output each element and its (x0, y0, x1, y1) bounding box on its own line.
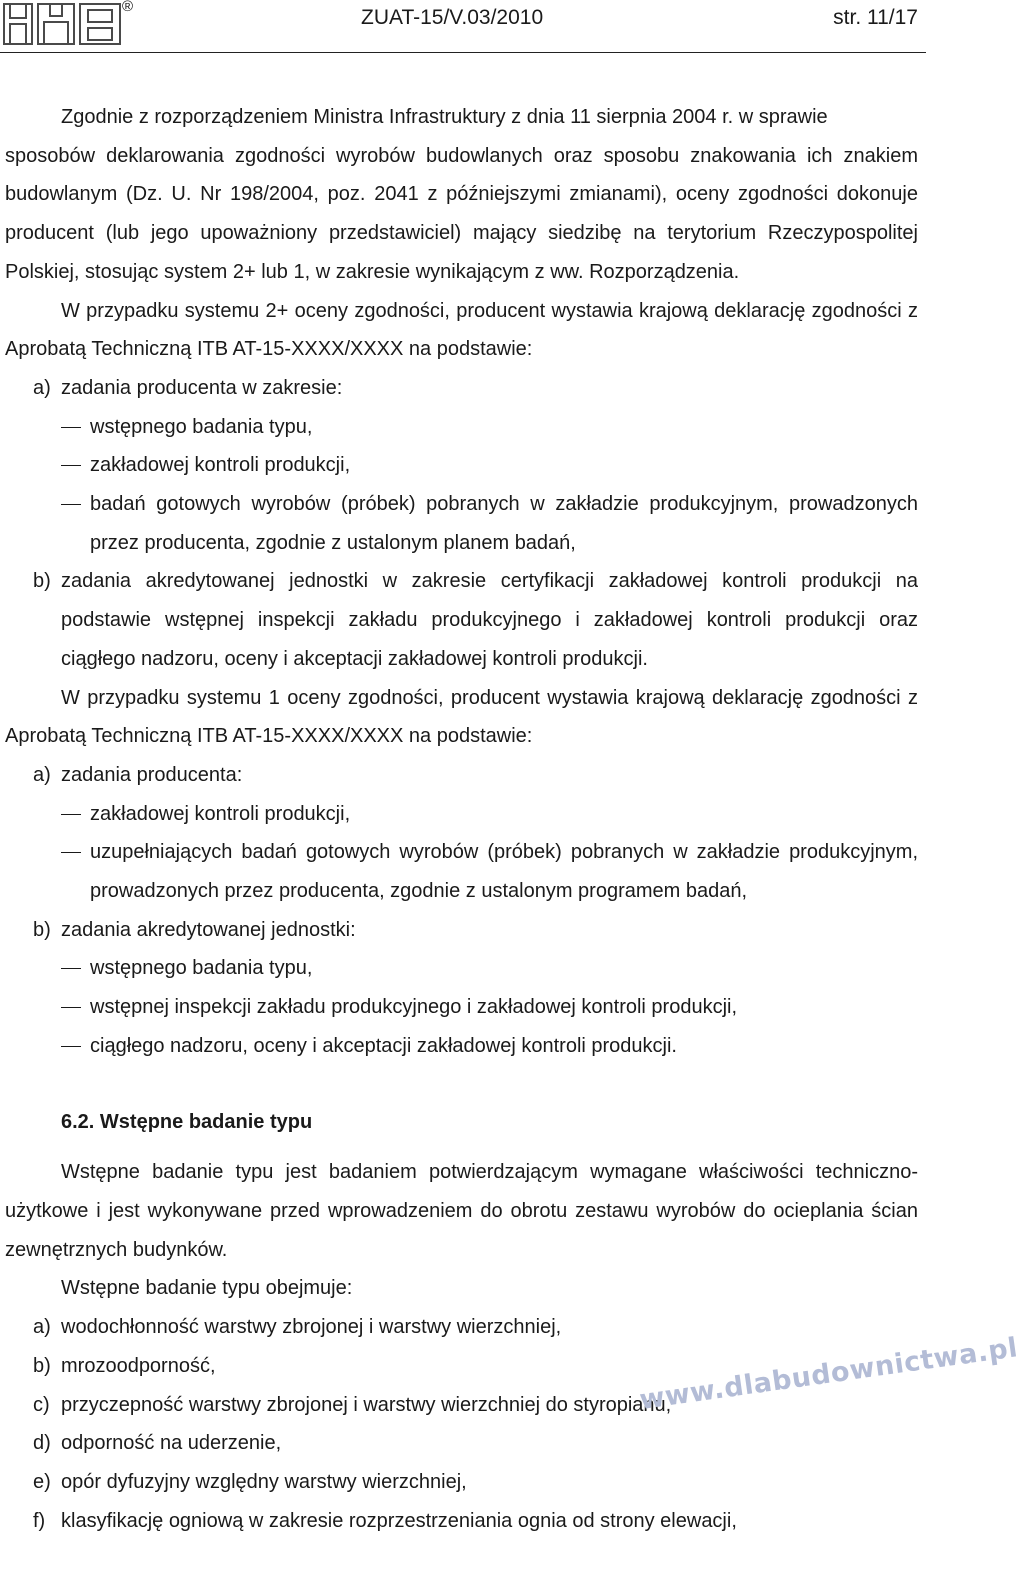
itb-logo (2, 0, 122, 46)
intro-line: Zgodnie z rozporządzeniem Ministra Infrastruktury z dnia 11 sierpnia 2004 r. w sprawie (61, 106, 828, 128)
dash-marker (61, 814, 81, 815)
list-marker: a) (33, 763, 51, 786)
list-marker: d) (33, 1432, 51, 1455)
list-item-text: mrozoodporność, (61, 1354, 216, 1377)
list-item (5, 1424, 918, 1463)
header-rule (0, 52, 926, 53)
dash-item-text: badań gotowych wyrobów (próbek) pobranych w zakładzie produkcyjnym, prowadzonych przez producenta, zgodnie z ustalonym planem badań, (90, 493, 918, 554)
dash-item-text: wstępnego badania typu, (90, 957, 313, 980)
dash-item-text: zakładowej kontroli produkcji, (90, 802, 351, 825)
dash-item (5, 795, 918, 834)
list-marker: f) (33, 1509, 46, 1532)
list-item-text: opór dyfuzyjny względny warstwy wierzchniej, (61, 1470, 467, 1493)
dash-item-text: zakładowej kontroli produkcji, (90, 454, 351, 477)
dash-item (5, 833, 918, 910)
list-item-text: zadania akredytowanej jednostki w zakresie certyfikacji zakładowej kontroli produkcji na podstawie wstępnej inspekcji zakładu produkcyjnego i zakładowej kontroli produkcji oraz ciągłego nadzoru, oceny i akceptacji zakładowej kontroli produkcji. (61, 570, 918, 670)
dash-marker (61, 1046, 81, 1047)
includes-intro: Wstępne badanie typu obejmuje: (61, 1277, 353, 1300)
list-marker: a) (33, 376, 51, 399)
section-heading: 6.2. Wstępne badanie typu (61, 1110, 313, 1133)
page-header (0, 0, 960, 54)
dash-item (5, 408, 918, 447)
dash-item-text: wstępnej inspekcji zakładu produkcyjnego i zakładowej kontroli produkcji, (90, 996, 738, 1019)
list-item-text: odporność na uderzenie, (61, 1432, 282, 1455)
dash-marker (61, 1007, 81, 1008)
list-item (5, 911, 918, 950)
list-item (5, 1502, 918, 1541)
list-item (5, 562, 918, 678)
list-item (5, 369, 918, 408)
intro-paragraph: sposobów deklarowania zgodności wyrobów budowlanych oraz sposobu znakowania ich znakiem budowlanym (Dz. U. Nr 198/2004, poz. 2041 z późniejszymi zmianami), oceny zgodności dokonuje producent (lub jego upoważniony przedstawiciel) mający siedzibę na terytorium Rzeczypospolitej Polskiej, stosując system 2+ lub 1, w zakresie wynikającym z ww. Rozporządzenia. (5, 144, 918, 283)
dash-marker (61, 465, 81, 466)
document-body (5, 98, 918, 1540)
list-item-text: zadania producenta w zakresie: (61, 376, 343, 399)
registered-mark: ® (122, 0, 134, 15)
list-item-text: zadania akredytowanej jednostki: (61, 918, 356, 941)
dash-item (5, 485, 918, 562)
dash-item-text: uzupełniających badań gotowych wyrobów (próbek) pobranych w zakładzie produkcyjnym, prowadzonych przez producenta, zgodnie z ustalonym programem badań, (90, 841, 918, 903)
watermark: www.dlabudownictwa.pl (637, 1332, 1020, 1416)
dash-item (5, 949, 918, 988)
list-item-text: wodochłonność warstwy zbrojonej i warstwy wierzchniej, (61, 1316, 562, 1339)
list-marker: b) (33, 570, 51, 593)
list-marker: b) (33, 1354, 51, 1377)
list-marker: b) (33, 918, 51, 941)
list-item (5, 756, 918, 795)
dash-marker (61, 968, 81, 969)
list-item-text: przyczepność warstwy zbrojonej i warstwy wierzchniej do styropianu, (61, 1393, 672, 1416)
list-marker: e) (33, 1470, 51, 1493)
list-item (5, 1308, 918, 1347)
list-item-text: klasyfikację ogniową w zakresie rozprzestrzeniania ognia od strony elewacji, (61, 1509, 737, 1532)
dash-marker (61, 504, 81, 505)
dash-item-text: ciągłego nadzoru, oceny i akceptacji zakładowej kontroli produkcji. (90, 1034, 677, 1057)
spacer (5, 1141, 918, 1153)
dash-item (5, 988, 918, 1027)
list-item (5, 1463, 918, 1502)
dash-marker (61, 852, 81, 853)
system-2plus-intro: W przypadku systemu 2+ oceny zgodności, producent wystawia krajową deklarację zgodności z Aprobatą Techniczną ITB AT-15-XXXX/XXXX na podstawie: (5, 299, 918, 361)
dash-item (5, 446, 918, 485)
dash-item-text: wstępnego badania typu, (90, 415, 313, 438)
document-code: ZUAT-15/V.03/2010 (361, 6, 544, 29)
page-number: str. 11/17 (833, 6, 918, 29)
list-item-text: zadania producenta: (61, 763, 243, 786)
list-marker: c) (33, 1393, 50, 1416)
system-1-intro: W przypadku systemu 1 oceny zgodności, producent wystawia krajową deklarację zgodności z Aprobatą Techniczną ITB AT-15-XXXX/XXXX na podstawie: (5, 686, 918, 748)
section-paragraph: Wstępne badanie typu jest badaniem potwierdzającym wymagane właściwości techniczno-użytkowe i jest wykonywane przed wprowadzeniem do obrotu zestawu wyrobów do ocieplania ścian zewnętrznych budynków. (5, 1161, 918, 1261)
dash-marker (61, 427, 81, 428)
list-marker: a) (33, 1316, 51, 1339)
dash-item (5, 1027, 918, 1066)
